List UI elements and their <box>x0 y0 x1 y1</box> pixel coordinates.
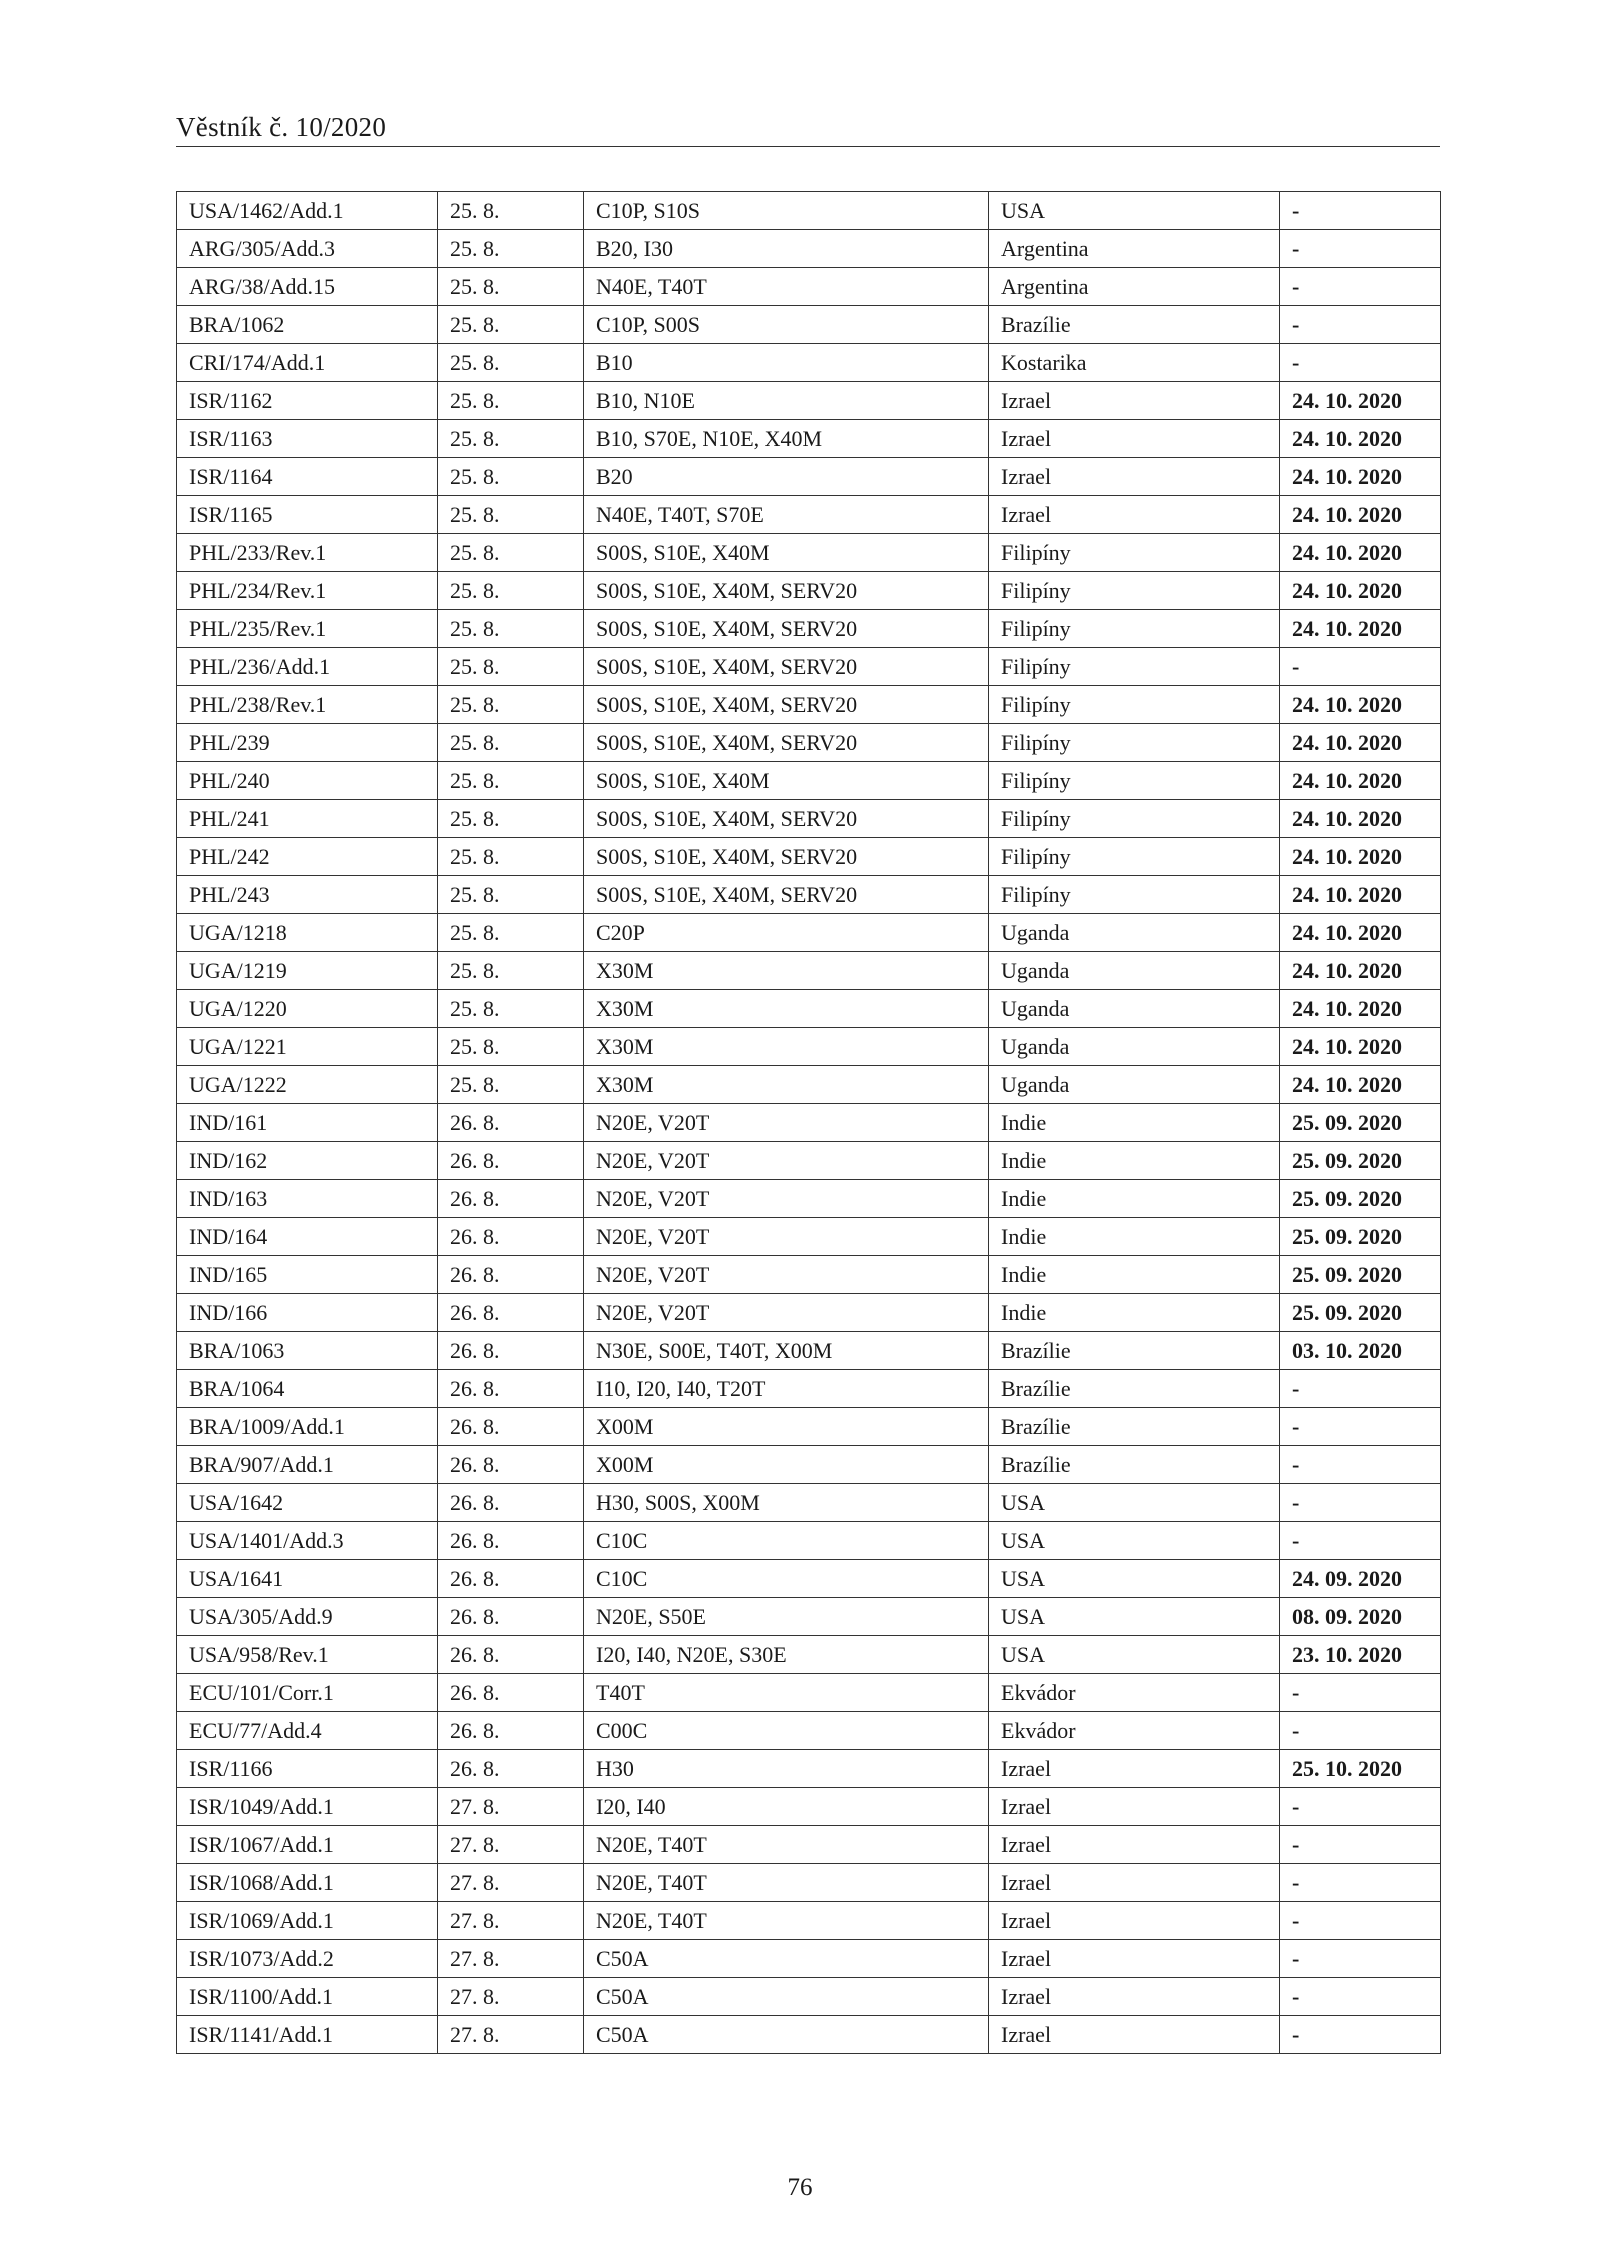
deadline-cell: - <box>1280 1864 1441 1902</box>
country-cell: Filipíny <box>989 724 1280 762</box>
date-cell: 26. 8. <box>438 1218 584 1256</box>
date-cell: 25. 8. <box>438 876 584 914</box>
date-cell: 26. 8. <box>438 1370 584 1408</box>
date-cell: 25. 8. <box>438 268 584 306</box>
doc-symbol-cell: UGA/1220 <box>177 990 438 1028</box>
product-code-cell: H30, S00S, X00M <box>584 1484 989 1522</box>
country-cell: Filipíny <box>989 686 1280 724</box>
deadline-cell: 24. 10. 2020 <box>1280 724 1441 762</box>
table-row <box>177 1522 1441 1560</box>
product-code-cell: X30M <box>584 1066 989 1104</box>
doc-symbol-cell: USA/1642 <box>177 1484 438 1522</box>
doc-symbol-cell: CRI/174/Add.1 <box>177 344 438 382</box>
country-cell: Indie <box>989 1256 1280 1294</box>
product-code-cell: B10 <box>584 344 989 382</box>
deadline-cell: 24. 10. 2020 <box>1280 572 1441 610</box>
table-row <box>177 1940 1441 1978</box>
table-row <box>177 1636 1441 1674</box>
product-code-cell: T40T <box>584 1674 989 1712</box>
product-code-cell: S00S, S10E, X40M <box>584 534 989 572</box>
deadline-cell: - <box>1280 1408 1441 1446</box>
product-code-cell: N40E, T40T, S70E <box>584 496 989 534</box>
deadline-cell: 24. 10. 2020 <box>1280 458 1441 496</box>
country-cell: Izrael <box>989 1750 1280 1788</box>
table-row <box>177 1370 1441 1408</box>
doc-symbol-cell: ISR/1141/Add.1 <box>177 2016 438 2054</box>
table-row <box>177 572 1441 610</box>
table-row <box>177 990 1441 1028</box>
product-code-cell: I20, I40, N20E, S30E <box>584 1636 989 1674</box>
table-row <box>177 1750 1441 1788</box>
country-cell: Indie <box>989 1142 1280 1180</box>
doc-symbol-cell: ISR/1049/Add.1 <box>177 1788 438 1826</box>
table-row <box>177 2016 1441 2054</box>
date-cell: 25. 8. <box>438 306 584 344</box>
date-cell: 26. 8. <box>438 1446 584 1484</box>
deadline-cell: - <box>1280 344 1441 382</box>
date-cell: 26. 8. <box>438 1256 584 1294</box>
table-row <box>177 914 1441 952</box>
table-row <box>177 192 1441 230</box>
country-cell: Ekvádor <box>989 1712 1280 1750</box>
table-row <box>177 686 1441 724</box>
deadline-cell: 08. 09. 2020 <box>1280 1598 1441 1636</box>
country-cell: Izrael <box>989 1788 1280 1826</box>
country-cell: Izrael <box>989 1940 1280 1978</box>
date-cell: 25. 8. <box>438 420 584 458</box>
deadline-cell: - <box>1280 306 1441 344</box>
deadline-cell: 24. 10. 2020 <box>1280 1066 1441 1104</box>
product-code-cell: N20E, T40T <box>584 1902 989 1940</box>
table-row <box>177 1864 1441 1902</box>
date-cell: 27. 8. <box>438 1864 584 1902</box>
deadline-cell: 24. 10. 2020 <box>1280 534 1441 572</box>
date-cell: 26. 8. <box>438 1750 584 1788</box>
doc-symbol-cell: ARG/305/Add.3 <box>177 230 438 268</box>
page-header-title: Věstník č. 10/2020 <box>176 112 387 142</box>
country-cell: Uganda <box>989 1028 1280 1066</box>
product-code-cell: X00M <box>584 1408 989 1446</box>
deadline-cell: - <box>1280 648 1441 686</box>
table-row <box>177 1408 1441 1446</box>
table-row <box>177 496 1441 534</box>
deadline-cell: - <box>1280 1674 1441 1712</box>
doc-symbol-cell: PHL/234/Rev.1 <box>177 572 438 610</box>
date-cell: 26. 8. <box>438 1598 584 1636</box>
table-row <box>177 1484 1441 1522</box>
country-cell: Uganda <box>989 952 1280 990</box>
deadline-cell: - <box>1280 1712 1441 1750</box>
doc-symbol-cell: ISR/1164 <box>177 458 438 496</box>
product-code-cell: S00S, S10E, X40M, SERV20 <box>584 876 989 914</box>
doc-symbol-cell: BRA/1064 <box>177 1370 438 1408</box>
product-code-cell: X00M <box>584 1446 989 1484</box>
table-row <box>177 458 1441 496</box>
doc-symbol-cell: PHL/242 <box>177 838 438 876</box>
date-cell: 25. 8. <box>438 914 584 952</box>
date-cell: 25. 8. <box>438 458 584 496</box>
product-code-cell: N20E, T40T <box>584 1826 989 1864</box>
date-cell: 26. 8. <box>438 1104 584 1142</box>
doc-symbol-cell: ISR/1165 <box>177 496 438 534</box>
table-row <box>177 610 1441 648</box>
doc-symbol-cell: UGA/1222 <box>177 1066 438 1104</box>
date-cell: 26. 8. <box>438 1332 584 1370</box>
product-code-cell: N20E, V20T <box>584 1256 989 1294</box>
product-code-cell: C20P <box>584 914 989 952</box>
country-cell: Filipíny <box>989 572 1280 610</box>
deadline-cell: - <box>1280 1940 1441 1978</box>
product-code-cell: S00S, S10E, X40M, SERV20 <box>584 686 989 724</box>
date-cell: 25. 8. <box>438 344 584 382</box>
deadline-cell: 25. 09. 2020 <box>1280 1104 1441 1142</box>
country-cell: Brazílie <box>989 1408 1280 1446</box>
doc-symbol-cell: UGA/1221 <box>177 1028 438 1066</box>
country-cell: Brazílie <box>989 1446 1280 1484</box>
date-cell: 25. 8. <box>438 990 584 1028</box>
date-cell: 27. 8. <box>438 1902 584 1940</box>
table-row <box>177 1674 1441 1712</box>
date-cell: 25. 8. <box>438 648 584 686</box>
product-code-cell: N40E, T40T <box>584 268 989 306</box>
country-cell: Izrael <box>989 382 1280 420</box>
product-code-cell: N30E, S00E, T40T, X00M <box>584 1332 989 1370</box>
product-code-cell: S00S, S10E, X40M, SERV20 <box>584 838 989 876</box>
product-code-cell: N20E, V20T <box>584 1294 989 1332</box>
date-cell: 26. 8. <box>438 1180 584 1218</box>
table-row <box>177 952 1441 990</box>
product-code-cell: I10, I20, I40, T20T <box>584 1370 989 1408</box>
table-row <box>177 420 1441 458</box>
deadline-cell: 25. 09. 2020 <box>1280 1256 1441 1294</box>
doc-symbol-cell: BRA/1063 <box>177 1332 438 1370</box>
deadline-cell: 24. 10. 2020 <box>1280 686 1441 724</box>
date-cell: 26. 8. <box>438 1142 584 1180</box>
deadline-cell: - <box>1280 1902 1441 1940</box>
product-code-cell: X30M <box>584 1028 989 1066</box>
product-code-cell: B10, N10E <box>584 382 989 420</box>
product-code-cell: X30M <box>584 990 989 1028</box>
deadline-cell: 24. 10. 2020 <box>1280 610 1441 648</box>
product-code-cell: C10C <box>584 1560 989 1598</box>
product-code-cell: S00S, S10E, X40M, SERV20 <box>584 724 989 762</box>
product-code-cell: B10, S70E, N10E, X40M <box>584 420 989 458</box>
country-cell: Izrael <box>989 1826 1280 1864</box>
doc-symbol-cell: ISR/1073/Add.2 <box>177 1940 438 1978</box>
table-row <box>177 1104 1441 1142</box>
doc-symbol-cell: ARG/38/Add.15 <box>177 268 438 306</box>
date-cell: 25. 8. <box>438 1028 584 1066</box>
doc-symbol-cell: BRA/1009/Add.1 <box>177 1408 438 1446</box>
doc-symbol-cell: ISR/1069/Add.1 <box>177 1902 438 1940</box>
date-cell: 25. 8. <box>438 762 584 800</box>
doc-symbol-cell: UGA/1218 <box>177 914 438 952</box>
doc-symbol-cell: PHL/236/Add.1 <box>177 648 438 686</box>
country-cell: Izrael <box>989 1902 1280 1940</box>
date-cell: 25. 8. <box>438 952 584 990</box>
country-cell: Argentina <box>989 230 1280 268</box>
table-row <box>177 648 1441 686</box>
table-row <box>177 1218 1441 1256</box>
date-cell: 26. 8. <box>438 1674 584 1712</box>
product-code-cell: N20E, V20T <box>584 1142 989 1180</box>
deadline-cell: - <box>1280 1522 1441 1560</box>
country-cell: Filipíny <box>989 800 1280 838</box>
date-cell: 25. 8. <box>438 838 584 876</box>
country-cell: USA <box>989 1598 1280 1636</box>
date-cell: 26. 8. <box>438 1636 584 1674</box>
doc-symbol-cell: ISR/1068/Add.1 <box>177 1864 438 1902</box>
deadline-cell: 24. 10. 2020 <box>1280 496 1441 534</box>
doc-symbol-cell: USA/1641 <box>177 1560 438 1598</box>
table-row <box>177 762 1441 800</box>
doc-symbol-cell: ISR/1162 <box>177 382 438 420</box>
product-code-cell: C10P, S00S <box>584 306 989 344</box>
product-code-cell: C50A <box>584 2016 989 2054</box>
country-cell: Uganda <box>989 990 1280 1028</box>
table-row <box>177 1826 1441 1864</box>
doc-symbol-cell: PHL/233/Rev.1 <box>177 534 438 572</box>
header-divider <box>176 146 1440 147</box>
date-cell: 27. 8. <box>438 1788 584 1826</box>
date-cell: 25. 8. <box>438 1066 584 1104</box>
product-code-cell: S00S, S10E, X40M, SERV20 <box>584 572 989 610</box>
country-cell: Filipíny <box>989 838 1280 876</box>
doc-symbol-cell: PHL/235/Rev.1 <box>177 610 438 648</box>
date-cell: 25. 8. <box>438 534 584 572</box>
date-cell: 27. 8. <box>438 1978 584 2016</box>
country-cell: Brazílie <box>989 1332 1280 1370</box>
deadline-cell: 24. 10. 2020 <box>1280 838 1441 876</box>
product-code-cell: C10P, S10S <box>584 192 989 230</box>
table-row <box>177 838 1441 876</box>
table-row <box>177 800 1441 838</box>
date-cell: 25. 8. <box>438 496 584 534</box>
country-cell: Indie <box>989 1180 1280 1218</box>
product-code-cell: H30 <box>584 1750 989 1788</box>
product-code-cell: N20E, V20T <box>584 1218 989 1256</box>
country-cell: USA <box>989 192 1280 230</box>
date-cell: 26. 8. <box>438 1522 584 1560</box>
country-cell: Kostarika <box>989 344 1280 382</box>
deadline-cell: - <box>1280 192 1441 230</box>
product-code-cell: B20 <box>584 458 989 496</box>
deadline-cell: 24. 10. 2020 <box>1280 990 1441 1028</box>
doc-symbol-cell: PHL/243 <box>177 876 438 914</box>
country-cell: Filipíny <box>989 648 1280 686</box>
country-cell: Ekvádor <box>989 1674 1280 1712</box>
date-cell: 27. 8. <box>438 1940 584 1978</box>
doc-symbol-cell: IND/161 <box>177 1104 438 1142</box>
deadline-cell: - <box>1280 1484 1441 1522</box>
table-row <box>177 1294 1441 1332</box>
date-cell: 25. 8. <box>438 230 584 268</box>
deadline-cell: 23. 10. 2020 <box>1280 1636 1441 1674</box>
date-cell: 25. 8. <box>438 572 584 610</box>
deadline-cell: 24. 10. 2020 <box>1280 914 1441 952</box>
deadline-cell: 24. 10. 2020 <box>1280 876 1441 914</box>
product-code-cell: B20, I30 <box>584 230 989 268</box>
doc-symbol-cell: IND/162 <box>177 1142 438 1180</box>
product-code-cell: X30M <box>584 952 989 990</box>
deadline-cell: 24. 10. 2020 <box>1280 800 1441 838</box>
deadline-cell: - <box>1280 1978 1441 2016</box>
date-cell: 26. 8. <box>438 1712 584 1750</box>
date-cell: 26. 8. <box>438 1560 584 1598</box>
table-row <box>177 1446 1441 1484</box>
date-cell: 25. 8. <box>438 382 584 420</box>
country-cell: Izrael <box>989 1864 1280 1902</box>
country-cell: USA <box>989 1560 1280 1598</box>
table-row <box>177 306 1441 344</box>
table-row <box>177 1978 1441 2016</box>
deadline-cell: 25. 09. 2020 <box>1280 1294 1441 1332</box>
table-row <box>177 1256 1441 1294</box>
table-row <box>177 1788 1441 1826</box>
deadline-cell: 24. 10. 2020 <box>1280 420 1441 458</box>
deadline-cell: - <box>1280 230 1441 268</box>
date-cell: 25. 8. <box>438 724 584 762</box>
product-code-cell: N20E, V20T <box>584 1180 989 1218</box>
doc-symbol-cell: USA/958/Rev.1 <box>177 1636 438 1674</box>
deadline-cell: - <box>1280 1446 1441 1484</box>
doc-symbol-cell: ECU/77/Add.4 <box>177 1712 438 1750</box>
country-cell: Filipíny <box>989 610 1280 648</box>
date-cell: 25. 8. <box>438 610 584 648</box>
country-cell: USA <box>989 1636 1280 1674</box>
country-cell: Argentina <box>989 268 1280 306</box>
country-cell: Filipíny <box>989 876 1280 914</box>
deadline-cell: 25. 09. 2020 <box>1280 1218 1441 1256</box>
date-cell: 26. 8. <box>438 1294 584 1332</box>
doc-symbol-cell: PHL/241 <box>177 800 438 838</box>
country-cell: USA <box>989 1484 1280 1522</box>
doc-symbol-cell: ISR/1100/Add.1 <box>177 1978 438 2016</box>
country-cell: Indie <box>989 1294 1280 1332</box>
deadline-cell: 24. 10. 2020 <box>1280 952 1441 990</box>
country-cell: Indie <box>989 1104 1280 1142</box>
table-row <box>177 876 1441 914</box>
table-row <box>177 382 1441 420</box>
product-code-cell: S00S, S10E, X40M <box>584 762 989 800</box>
doc-symbol-cell: IND/165 <box>177 1256 438 1294</box>
page-number: 76 <box>787 2174 813 2201</box>
country-cell: Brazílie <box>989 1370 1280 1408</box>
product-code-cell: C10C <box>584 1522 989 1560</box>
table-row <box>177 1142 1441 1180</box>
notification-table-body <box>177 192 1441 2054</box>
country-cell: Izrael <box>989 420 1280 458</box>
table-row <box>177 724 1441 762</box>
table-row <box>177 268 1441 306</box>
deadline-cell: 25. 09. 2020 <box>1280 1180 1441 1218</box>
table-row <box>177 1028 1441 1066</box>
deadline-cell: - <box>1280 1370 1441 1408</box>
country-cell: Indie <box>989 1218 1280 1256</box>
country-cell: Filipíny <box>989 534 1280 572</box>
doc-symbol-cell: ISR/1163 <box>177 420 438 458</box>
table-row <box>177 534 1441 572</box>
doc-symbol-cell: USA/1401/Add.3 <box>177 1522 438 1560</box>
country-cell: Izrael <box>989 496 1280 534</box>
deadline-cell: 03. 10. 2020 <box>1280 1332 1441 1370</box>
table-row <box>177 344 1441 382</box>
date-cell: 25. 8. <box>438 192 584 230</box>
country-cell: Uganda <box>989 1066 1280 1104</box>
table-row <box>177 230 1441 268</box>
deadline-cell: - <box>1280 1788 1441 1826</box>
product-code-cell: S00S, S10E, X40M, SERV20 <box>584 610 989 648</box>
doc-symbol-cell: IND/163 <box>177 1180 438 1218</box>
deadline-cell: - <box>1280 2016 1441 2054</box>
product-code-cell: C00C <box>584 1712 989 1750</box>
doc-symbol-cell: UGA/1219 <box>177 952 438 990</box>
doc-symbol-cell: PHL/239 <box>177 724 438 762</box>
date-cell: 27. 8. <box>438 1826 584 1864</box>
table-row <box>177 1902 1441 1940</box>
date-cell: 25. 8. <box>438 800 584 838</box>
doc-symbol-cell: USA/1462/Add.1 <box>177 192 438 230</box>
date-cell: 27. 8. <box>438 2016 584 2054</box>
deadline-cell: 24. 10. 2020 <box>1280 382 1441 420</box>
notification-table <box>176 191 1441 2054</box>
product-code-cell: S00S, S10E, X40M, SERV20 <box>584 648 989 686</box>
country-cell: Izrael <box>989 2016 1280 2054</box>
date-cell: 26. 8. <box>438 1408 584 1446</box>
date-cell: 25. 8. <box>438 686 584 724</box>
doc-symbol-cell: PHL/240 <box>177 762 438 800</box>
country-cell: USA <box>989 1522 1280 1560</box>
doc-symbol-cell: ISR/1166 <box>177 1750 438 1788</box>
table-row <box>177 1560 1441 1598</box>
product-code-cell: N20E, S50E <box>584 1598 989 1636</box>
product-code-cell: S00S, S10E, X40M, SERV20 <box>584 800 989 838</box>
table-row <box>177 1712 1441 1750</box>
product-code-cell: N20E, T40T <box>584 1864 989 1902</box>
date-cell: 26. 8. <box>438 1484 584 1522</box>
table-row <box>177 1066 1441 1104</box>
doc-symbol-cell: BRA/1062 <box>177 306 438 344</box>
country-cell: Filipíny <box>989 762 1280 800</box>
deadline-cell: 25. 09. 2020 <box>1280 1142 1441 1180</box>
country-cell: Brazílie <box>989 306 1280 344</box>
doc-symbol-cell: IND/164 <box>177 1218 438 1256</box>
country-cell: Uganda <box>989 914 1280 952</box>
country-cell: Izrael <box>989 1978 1280 2016</box>
doc-symbol-cell: IND/166 <box>177 1294 438 1332</box>
deadline-cell: - <box>1280 1826 1441 1864</box>
deadline-cell: - <box>1280 268 1441 306</box>
deadline-cell: 24. 10. 2020 <box>1280 1028 1441 1066</box>
doc-symbol-cell: ISR/1067/Add.1 <box>177 1826 438 1864</box>
country-cell: Izrael <box>989 458 1280 496</box>
doc-symbol-cell: ECU/101/Corr.1 <box>177 1674 438 1712</box>
table-row <box>177 1332 1441 1370</box>
product-code-cell: C50A <box>584 1940 989 1978</box>
doc-symbol-cell: USA/305/Add.9 <box>177 1598 438 1636</box>
doc-symbol-cell: PHL/238/Rev.1 <box>177 686 438 724</box>
doc-symbol-cell: BRA/907/Add.1 <box>177 1446 438 1484</box>
deadline-cell: 24. 09. 2020 <box>1280 1560 1441 1598</box>
table-row <box>177 1180 1441 1218</box>
deadline-cell: 24. 10. 2020 <box>1280 762 1441 800</box>
product-code-cell: I20, I40 <box>584 1788 989 1826</box>
table-row <box>177 1598 1441 1636</box>
product-code-cell: C50A <box>584 1978 989 2016</box>
product-code-cell: N20E, V20T <box>584 1104 989 1142</box>
deadline-cell: 25. 10. 2020 <box>1280 1750 1441 1788</box>
